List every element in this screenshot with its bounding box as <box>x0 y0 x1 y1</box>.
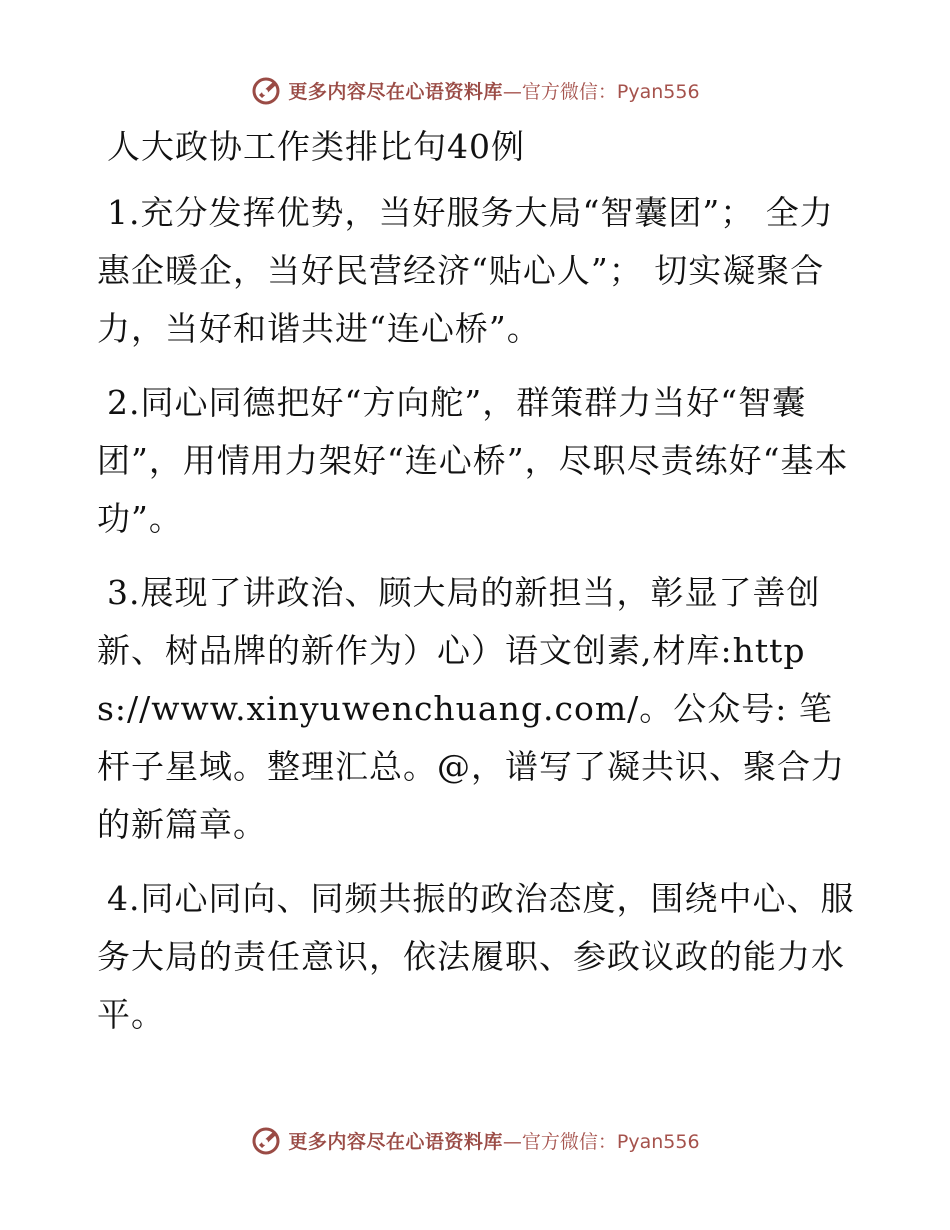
paragraph-3 <box>97 564 857 854</box>
paragraph-text: 充分发挥优势，当好服务大局“智囊团”； 全力惠企暖企，当好民营经济“贴心人”； 切实凝聚合力，当好和谐共进“连心桥”。 <box>97 193 834 348</box>
paragraph-text: 展现了讲政治、顾大局的新担当，彰显了善创新、树品牌的新作为）心）语文创素,材库:https://www.xinyuwenchuang.com/。公众号: 笔杆子星域。整理汇总。@，谱写了凝共识、聚合力的新篇章。 <box>97 573 845 844</box>
banner-suffix-text: —官方微信：Pyan556 <box>502 1130 700 1153</box>
paragraph-text: 同心同德把好“方向舵”，群策群力当好“智囊团”，用情用力架好“连心桥”，尽职尽责练好“基本功”。 <box>97 383 849 538</box>
banner-suffix-text: —官方微信：Pyan556 <box>502 80 700 103</box>
paragraph-4 <box>97 870 857 1044</box>
paragraph-1 <box>97 184 857 358</box>
paragraph-number: 1. <box>107 193 141 232</box>
pen-circle-logo-icon <box>250 74 282 106</box>
document-title: 人大政协工作类排比句40例 <box>107 127 525 166</box>
paragraph-number: 3. <box>107 573 141 612</box>
paragraph-number: 2. <box>107 383 141 422</box>
banner-main-text: 更多内容尽在心语资料库 <box>288 1130 503 1153</box>
banner-main-text: 更多内容尽在心语资料库 <box>288 80 503 103</box>
paragraph-text: 同心同向、同频共振的政治态度，围绕中心、服务大局的责任意识，依法履职、参政议政的能力水平。 <box>97 879 855 1034</box>
pen-circle-logo-icon <box>250 1124 282 1156</box>
paragraph-number: 4. <box>107 879 141 918</box>
header-watermark-banner <box>0 70 950 110</box>
footer-watermark-banner <box>0 1120 950 1160</box>
document-body <box>97 118 857 1060</box>
paragraph-2 <box>97 374 857 548</box>
